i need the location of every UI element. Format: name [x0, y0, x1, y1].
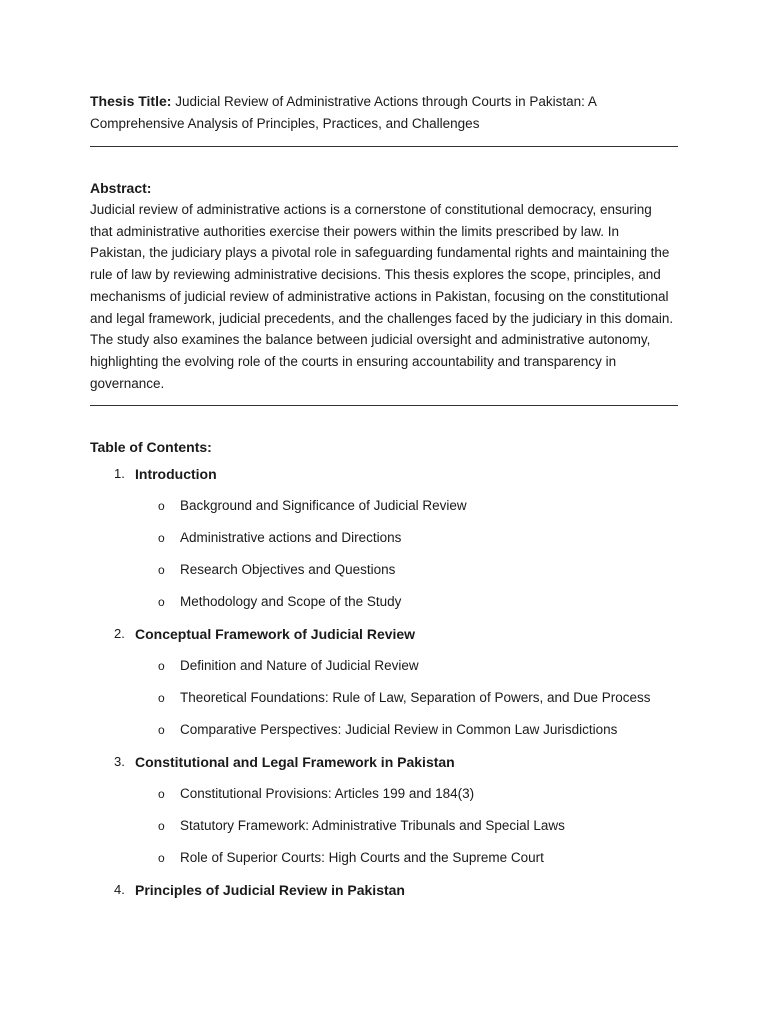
toc-section: [90, 490, 678, 522]
divider: [90, 405, 678, 406]
chapter-number: 4.: [114, 882, 125, 898]
thesis-title-text: Judicial Review of Administrative Actions through Courts in Pakistan: A Comprehensive Analysis of Principles, Practices, and Challenges: [90, 94, 597, 131]
bullet-marker: o: [158, 851, 165, 866]
toc-section: [90, 682, 678, 714]
abstract-text: Judicial review of administrative actions is a cornerstone of constitutional democracy, ensuring that administrative authorities exercise their powers within the limits prescribed by law. In Pakistan, the judiciary plays a pivotal role in safeguarding fundamental rights and maintaining the rule of law by reviewing administrative decisions. This thesis explores the scope, principles, and mechanisms of judicial review of administrative actions in Pakistan, focusing on the constitutional and legal framework, judicial precedents, and the challenges faced by the judiciary in this domain. The study also examines the balance between judicial oversight and administrative autonomy, highlighting the evolving role of the courts in ensuring accountability and transparency in governance.: [90, 202, 674, 391]
thesis-title-label: Thesis Title:: [90, 93, 172, 109]
bullet-marker: o: [158, 595, 165, 610]
bullet-marker: o: [158, 723, 165, 738]
bullet-marker: o: [158, 499, 165, 514]
section-title: Background and Significance of Judicial Review: [180, 498, 467, 514]
bullet-marker: o: [158, 563, 165, 578]
toc-chapter: [90, 618, 678, 746]
toc-section: [90, 778, 678, 810]
document-page: [90, 90, 678, 906]
section-title: Comparative Perspectives: Judicial Review in Common Law Jurisdictions: [180, 722, 618, 738]
section-title: Definition and Nature of Judicial Review: [180, 658, 419, 674]
section-title: Statutory Framework: Administrative Tribunals and Special Laws: [180, 818, 565, 834]
toc-section: [90, 650, 678, 682]
section-title: Administrative actions and Directions: [180, 530, 402, 546]
bullet-marker: o: [158, 691, 165, 706]
section-title: Constitutional Provisions: Articles 199 and 184(3): [180, 786, 475, 802]
table-of-contents: [90, 458, 678, 906]
toc-chapter: [90, 458, 678, 618]
section-list: [90, 490, 678, 618]
section-title: Theoretical Foundations: Rule of Law, Separation of Powers, and Due Process: [180, 690, 651, 706]
chapter-title: Conceptual Framework of Judicial Review: [135, 626, 416, 643]
bullet-marker: o: [158, 787, 165, 802]
toc-section: [90, 554, 678, 586]
divider: [90, 146, 678, 147]
toc-section: [90, 522, 678, 554]
toc-section: [90, 842, 678, 874]
toc-chapter: [90, 874, 678, 906]
section-title: Methodology and Scope of the Study: [180, 594, 402, 610]
abstract-heading: Abstract:: [90, 180, 152, 196]
chapter-number: 2.: [114, 626, 125, 642]
toc-section: [90, 714, 678, 746]
toc-section: [90, 586, 678, 618]
chapter-title: Introduction: [135, 466, 217, 483]
bullet-marker: o: [158, 659, 165, 674]
chapter-number: 1.: [114, 466, 125, 482]
section-title: Role of Superior Courts: High Courts and the Supreme Court: [180, 850, 544, 866]
toc-heading: Table of Contents:: [90, 439, 212, 456]
thesis-title-block: [90, 90, 678, 135]
toc-section: [90, 810, 678, 842]
bullet-marker: o: [158, 531, 165, 546]
section-title: Research Objectives and Questions: [180, 562, 396, 578]
chapter-title: Constitutional and Legal Framework in Pakistan: [135, 754, 455, 771]
chapter-title: Principles of Judicial Review in Pakistan: [135, 882, 405, 899]
chapter-number: 3.: [114, 754, 125, 770]
section-list: [90, 650, 678, 746]
section-list: [90, 778, 678, 874]
toc-chapter: [90, 746, 678, 874]
bullet-marker: o: [158, 819, 165, 834]
